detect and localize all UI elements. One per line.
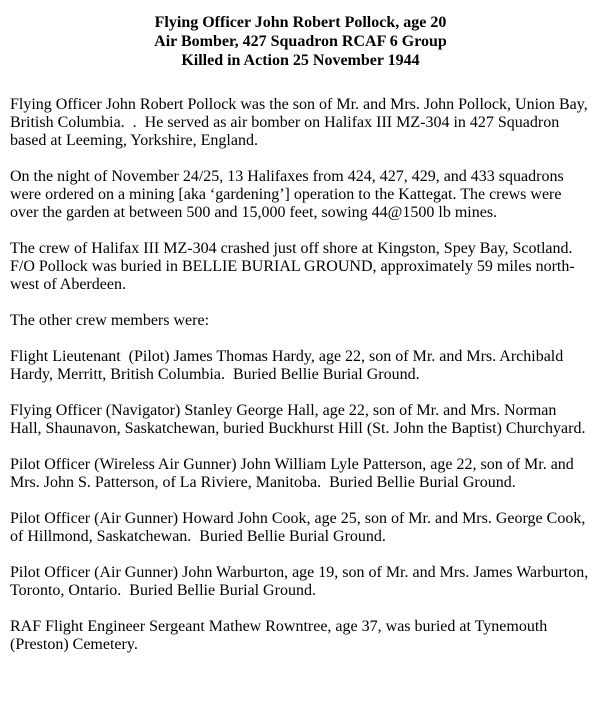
paragraph-crew-warburton: Pilot Officer (Air Gunner) John Warburton, age 19, son of Mr. and Mrs. James Warburton, Toronto, Ontario. Buried Bellie Burial Ground.	[10, 564, 592, 599]
paragraph-crew-intro: The other crew members were:	[10, 312, 210, 329]
paragraph-pollock-biography: Flying Officer John Robert Pollock was the son of Mr. and Mrs. John Pollock, Union Bay, British Columbia. . He served as air bomber on Halifax III MZ-304 in 427 Squadron based at Leeming, Yorkshire, England.	[10, 96, 592, 149]
paragraph-crew-cook: Pilot Officer (Air Gunner) Howard John Cook, age 25, son of Mr. and Mrs. George Cook, of Hillmond, Saskatchewan. Buried Bellie Burial Ground.	[10, 510, 590, 545]
paragraph-crew-hall: Flying Officer (Navigator) Stanley George Hall, age 22, son of Mr. and Mrs. Norman Hall, Shaunavon, Saskatchewan, buried Buckhurst Hill (St. John the Baptist) Churchyard.	[10, 402, 586, 437]
title-line-killed-in-action: Killed in Action 25 November 1944	[181, 52, 420, 69]
document-title	[10, 13, 591, 70]
paragraph-crew-hardy: Flight Lieutenant (Pilot) James Thomas Hardy, age 22, son of Mr. and Mrs. Archibald Hardy, Merritt, British Columbia. Buried Bellie Burial Ground.	[10, 348, 568, 383]
title-line-role-squadron: Air Bomber, 427 Squadron RCAF 6 Group	[154, 33, 447, 50]
title-line-name-age: Flying Officer John Robert Pollock, age 20	[154, 14, 447, 31]
paragraph-crew-patterson: Pilot Officer (Wireless Air Gunner) John William Lyle Patterson, age 22, son of Mr. and Mrs. John S. Patterson, of La Riviere, Manitoba. Buried Bellie Burial Ground.	[10, 456, 578, 491]
paragraph-mining-operation: On the night of November 24/25, 13 Halifaxes from 424, 427, 429, and 433 squadrons were ordered on a mining [aka ‘gardening’] operation to the Kattegat. The crews were over the garden at between 500 and 15,000 feet, sowing 44@1500 lb mines.	[10, 168, 568, 221]
paragraph-crash-burial: The crew of Halifax III MZ-304 crashed just off shore at Kingston, Spey Bay, Scotland. F/O Pollock was buried in BELLIE BURIAL GROUND, approximately 59 miles north-west of Aberdeen.	[10, 240, 577, 293]
paragraph-crew-rowntree: RAF Flight Engineer Sergeant Mathew Rowntree, age 37, was buried at Tynemouth (Preston) Cemetery.	[10, 618, 552, 653]
